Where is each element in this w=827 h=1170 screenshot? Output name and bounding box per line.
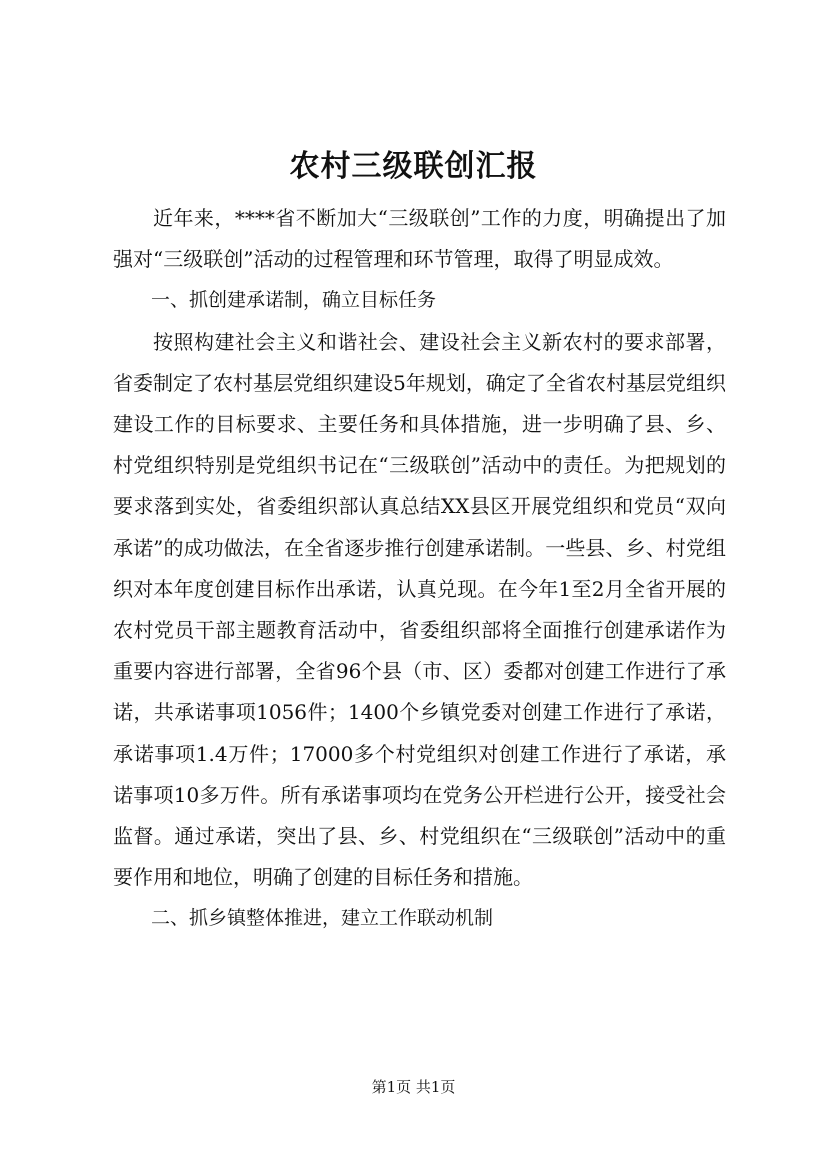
section-1-paragraph: 按照构建社会主义和谐社会、建设社会主义新农村的要求部署，省委制定了农村基层党组织建设5年规划，确定了全省农村基层党组织建设工作的目标要求、主要任务和具体措施，进一步明确了县、乡、村党组织特别是党组织书记在“三级联创”活动中的责任。为把规划的要求落到实处，省委组织部认真总结XX县区开展党组织和党员“双向承诺”的成功做法，在全省逐步推行创建承诺制。一些县、乡、村党组织对本年度创建目标作出承诺，认真兑现。在今年1至2月全省开展的农村党员干部主题教育活动中，省委组织部将全面推行创建承诺作为重要内容进行部署，全省96个县（市、区）委都对创建工作进行了承诺，共承诺事项1056件；1400个乡镇党委对创建工作进行了承诺，承诺事项1.4万件；17000多个村党组织对创建工作进行了承诺，承诺事项10多万件。所有承诺事项均在党务公开栏进行公开，接受社会监督。通过承诺，突出了县、乡、村党组织在“三级联创”活动中的重要作用和地位，明确了创建的目标任务和措施。	[113, 329, 726, 890]
document-body	[113, 198, 726, 940]
document-title: 农村三级联创汇报	[289, 149, 538, 184]
section-heading-1: 一、抓创建承诺制，确立目标任务	[151, 289, 437, 312]
intro-paragraph: 近年来，****省不断加大“三级联创”工作的力度，明确提出了加强对“三级联创”活动的过程管理和环节管理，取得了明显成效。	[113, 206, 726, 272]
section-heading-2: 二、抓乡镇整体推进，建立工作联动机制	[151, 907, 494, 930]
page-footer: 第1页 共1页	[371, 1078, 456, 1096]
